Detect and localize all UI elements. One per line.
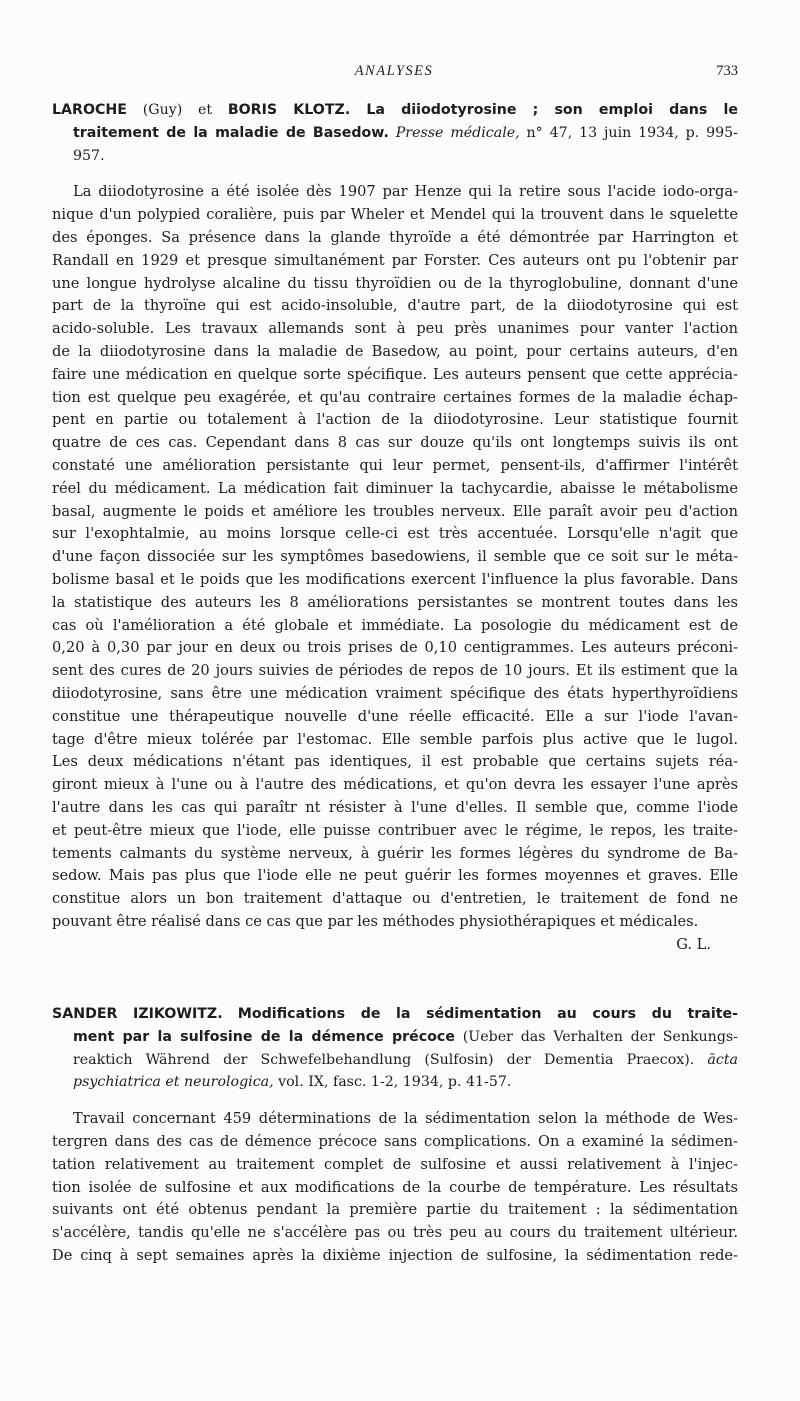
- header-line: [52, 1049, 738, 1072]
- body-line: sedow. Mais pas plus que l'iode elle ne peut guérir les formes moyennes et graves. Elle: [52, 867, 738, 885]
- body-line: part de la thyroïne qui est acido-insoluble, d'autre part, de la diiodotyrosine qui est: [52, 297, 738, 315]
- body-line: Les deux médications n'étant pas identiques, il est probable que certains sujets réa-: [52, 753, 738, 771]
- header-line: [52, 122, 738, 145]
- body-line: suivants ont été obtenus pendant la première partie du traitement : la sédimentation: [52, 1201, 738, 1219]
- body-line: tements calmants du système nerveux, à guérir les formes légères du syndrome de Ba-: [52, 844, 738, 862]
- body-line: sent des cures de 20 jours suivies de périodes de repos de 10 jours. Et ils estiment que la: [52, 662, 738, 680]
- body-line: constitue alors un bon traitement d'attaque ou d'entretien, le traitement de fond ne: [52, 890, 738, 908]
- body-line: constitue une thérapeutique nouvelle d'une réelle efficacité. Elle a sur l'iode l'avan-: [52, 707, 738, 725]
- author-name: SANDER IZIKOWITZ.: [52, 1006, 223, 1022]
- body-line: tation relativement au traitement complet de sulfosine et aussi relativement à l'injec-: [52, 1155, 738, 1173]
- page-number: 733: [716, 63, 738, 79]
- header-line: [52, 99, 738, 122]
- original-title: (Ueber das Verhalten der Senkungs-: [454, 1028, 738, 1045]
- article-title: La diiodotyrosine ; son emploi dans le: [350, 102, 738, 118]
- body-line: de la diiodotyrosine dans la maladie de Basedow, au point, pour certains auteurs, d'en: [52, 342, 738, 360]
- signature: G. L.: [676, 935, 711, 953]
- body-line: La diiodotyrosine a été isolée dès 1907 par Henze qui la retire sous l'acide iodo-orga-: [73, 183, 738, 201]
- body-line: basal, augmente le poids et améliore les troubles nerveux. Elle paraît avoir peu d'action: [52, 502, 738, 520]
- article-header: [52, 1003, 738, 1094]
- article-laroche-klotz: [52, 99, 738, 956]
- body-line: faire une médication en quelque sorte spécifique. Les auteurs pensent que cette apprécia-: [52, 365, 738, 383]
- citation-details: vol. IX, fasc. 1-2, 1934, p. 41-57.: [273, 1074, 512, 1091]
- header-line: [52, 145, 738, 168]
- journal-name: ācta: [707, 1051, 738, 1068]
- body-line: tion est quelque peu exagérée, et qu'au contraire certaines formes de la maladie échap-: [52, 388, 738, 406]
- article-header: [52, 99, 738, 167]
- body-line: quatre de ces cas. Cependant dans 8 cas sur douze qu'ils ont longtemps suivis ils ont: [52, 434, 738, 452]
- body-line: cas où l'amélioration a été globale et immédiate. La posologie du médicament est de: [52, 616, 738, 634]
- header-text: [389, 125, 396, 141]
- body-line: une longue hydrolyse alcaline du tissu thyroïdien ou de la thyroglobuline, donnant d'une: [52, 274, 738, 292]
- body-line: constaté une amélioration persistante qui leur permet, pensent-ils, d'affirmer l'intérêt: [52, 456, 738, 474]
- citation-details: n° 47, 13 juin 1934, p. 995-: [519, 124, 738, 141]
- journal-name: psychiatrica et neurologica,: [73, 1074, 274, 1091]
- running-head: [50, 60, 738, 82]
- body-line: pouvant être réalisé dans ce cas que par les méthodes physiothérapiques et médicales.: [52, 912, 699, 930]
- header-line: [52, 1003, 738, 1026]
- body-line: la statistique des auteurs les 8 améliorations persistantes se montrent toutes dans les: [52, 593, 738, 611]
- header-text: (Guy) et: [126, 102, 228, 118]
- header-text: [223, 1006, 238, 1022]
- body-line: Randall en 1929 et presque simultanément par Forster. Ces auteurs ont pu l'obtenir par: [52, 251, 738, 269]
- body-line: 0,20 à 0,30 par jour en deux ou trois prises de 0,10 centigrammes. Les auteurs préconi-: [52, 639, 738, 657]
- body-line: nique d'un polypied coralière, puis par Wheler et Mendel qui la trouvent dans le squelette: [52, 206, 738, 224]
- author-name: BORIS KLOTZ.: [227, 102, 351, 118]
- body-line: et peut-être mieux que l'iode, elle puisse contribuer avec le régime, le repos, les traite-: [52, 821, 738, 839]
- body-line: sur l'exophtalmie, au moins lorsque celle-ci est très accentuée. Lorsqu'elle n'agit que: [52, 525, 738, 543]
- citation-details: 957.: [73, 147, 105, 164]
- body-line: tergren dans des cas de démence précoce sans complications. On a examiné la sédimen-: [52, 1132, 738, 1150]
- body-line: l'autre dans les cas qui paraîtr nt résister à l'une d'elles. Il semble que, comme l'iode: [52, 798, 738, 816]
- article-izikowitz: [52, 1003, 738, 1268]
- running-title: ANALYSES: [354, 63, 434, 79]
- body-line: d'une façon dissociée sur les symptômes basedowiens, il semble que ce soit sur le méta-: [52, 548, 738, 566]
- body-line: des éponges. Sa présence dans la glande thyroïde a été démontrée par Harrington et: [52, 228, 738, 246]
- body-line: diiodotyrosine, sans être une médication vraiment spécifique des états hyperthyroïdiens: [52, 684, 738, 702]
- body-line: giront mieux à l'une ou à l'autre des médications, et qu'on devra les essayer l'une après: [52, 776, 738, 794]
- body-line: acido-soluble. Les travaux allemands sont à peu près unanimes pour vanter l'action: [52, 320, 738, 338]
- original-title: reaktich Während der Schwefelbehandlung (Sulfosin) der Dementia Praecox).: [73, 1051, 708, 1068]
- body-line: bolisme basal et le poids que les modifications exercent l'influence la plus favorable. Dans: [52, 570, 738, 588]
- body-line: réel du médicament. La médication fait diminuer la tachycardie, abaisse le métabolisme: [52, 479, 738, 497]
- body-line: De cinq à sept semaines après la dixième injection de sulfosine, la sédimentation rede-: [52, 1246, 738, 1264]
- article-title: Modifications de la sédimentation au cours du traite-: [237, 1006, 739, 1022]
- header-line: [52, 1071, 738, 1094]
- article-title: ment par la sulfosine de la démence précoce: [73, 1028, 455, 1045]
- journal-name: Presse médicale,: [395, 124, 520, 141]
- body-line: tion isolée de sulfosine et aux modifications de la courbe de température. Les résultats: [52, 1178, 738, 1196]
- header-line: [52, 1026, 738, 1049]
- author-name: LAROCHE: [52, 102, 127, 118]
- body-line: pent en partie ou totalement à l'action de la diiodotyrosine. Leur statistique fournit: [52, 411, 738, 429]
- article-title: traitement de la maladie de Basedow.: [73, 124, 389, 141]
- body-line: tage d'être mieux tolérée par l'estomac. Elle semble parfois plus active que le lugol.: [52, 730, 738, 748]
- article-body: [52, 1108, 738, 1268]
- body-line: Travail concernant 459 déterminations de la sédimentation selon la méthode de Wes-: [73, 1110, 738, 1128]
- body-line: s'accélère, tandis qu'elle ne s'accélère pas ou très peu au cours du traitement ultérieur.: [52, 1224, 738, 1242]
- article-body: [52, 181, 738, 956]
